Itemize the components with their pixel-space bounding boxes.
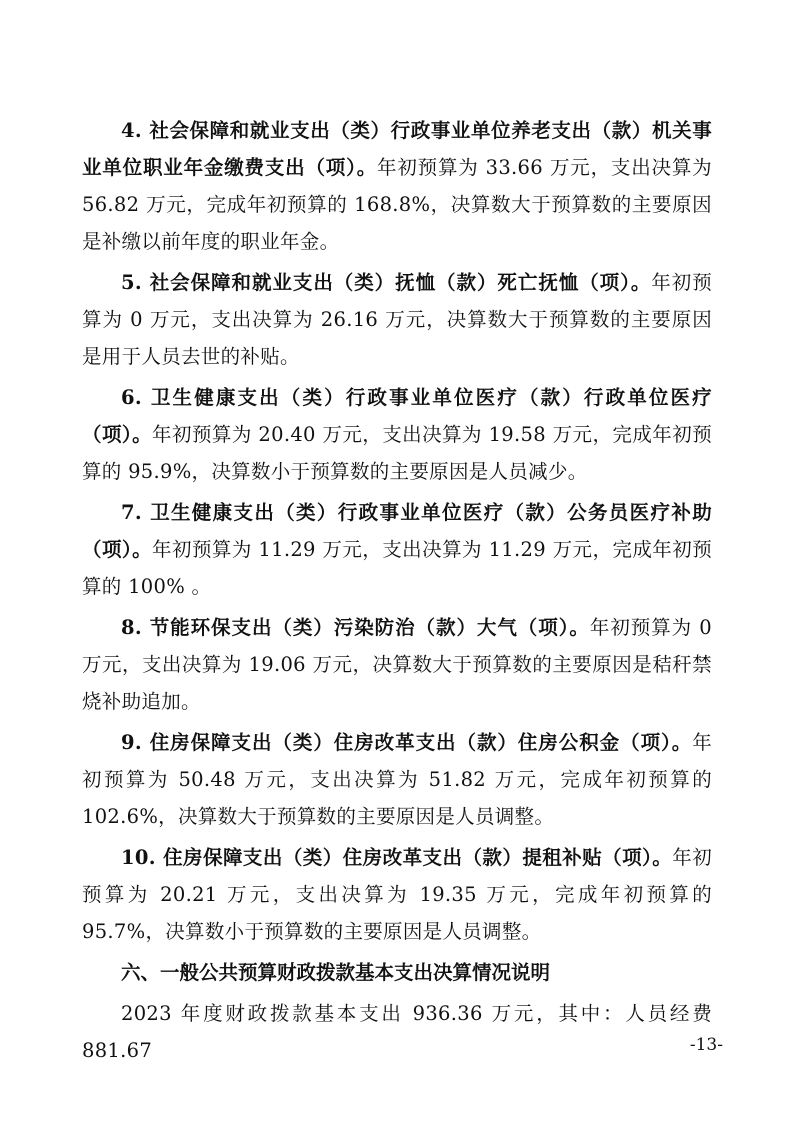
paragraph-item-5 xyxy=(82,264,712,375)
paragraph-heading: 9. 住房保障支出（类）住房改革支出（款）住房公积金（项）。 xyxy=(121,731,693,754)
paragraph-body: 年初预算为 20.40 万元，支出决算为 19.58 万元，完成年初预算的 95.9%，决算数小于预算数的主要原因是人员减少。 xyxy=(82,423,712,483)
paragraph-item-6 xyxy=(82,379,712,490)
paragraph-heading: 5. 社会保障和就业支出（类）抚恤（款）死亡抚恤（项）。 xyxy=(121,271,652,294)
page-number: -13- xyxy=(689,1035,723,1055)
document-page xyxy=(82,112,712,1073)
paragraph-heading: 10. 住房保障支出（类）住房改革支出（款）提租补贴（项）。 xyxy=(121,846,673,869)
paragraph-item-4 xyxy=(82,112,712,260)
paragraph-body: 年初预算为 11.29 万元，支出决算为 11.29 万元，完成年初预算的 100% 。 xyxy=(82,538,712,598)
paragraph-heading: 4. 社会保障和就业支出（类）行政事业单位养老支出（款）机关事业单位职业年金缴费支出（项）。 xyxy=(82,119,712,179)
paragraph-body: 年初预算为 20.21 万元，支出决算为 19.35 万元，完成年初预算的 95.7%，决算数小于预算数的主要原因是人员调整。 xyxy=(82,846,712,943)
paragraph-heading: 7. 卫生健康支出（类）行政事业单位医疗（款）公务员医疗补助（项）。 xyxy=(82,501,712,561)
section-body: 2023 年度财政拨款基本支出 936.36 万元，其中：人员经费 881.67 xyxy=(82,1002,712,1062)
paragraph-body: 年初预算为 0 万元，支出决算为 19.06 万元，决算数大于预算数的主要原因是秸秆禁烧补助追加。 xyxy=(82,616,712,713)
paragraph-body: 年初预算为 33.66 万元，支出决算为 56.82 万元，完成年初预算的 168.8%，决算数大于预算数的主要原因是补缴以前年度的职业年金。 xyxy=(82,156,712,253)
paragraph-body: 年初预算为 50.48 万元，支出决算为 51.82 万元，完成年初预算的 102.6%，决算数大于预算数的主要原因是人员调整。 xyxy=(82,731,712,828)
paragraph-item-10 xyxy=(82,839,712,950)
section-title: 六、一般公共预算财政拨款基本支出决算情况说明 xyxy=(121,961,551,984)
paragraph-item-7 xyxy=(82,494,712,605)
paragraph-heading: 6. 卫生健康支出（类）行政事业单位医疗（款）行政单位医疗（项）。 xyxy=(82,386,712,446)
paragraph-body: 年初预算为 0 万元，支出决算为 26.16 万元，决算数大于预算数的主要原因是用于人员去世的补贴。 xyxy=(82,271,713,368)
paragraph-item-8 xyxy=(82,609,712,720)
paragraph-item-9 xyxy=(82,724,712,835)
paragraph-heading: 8. 节能环保支出（类）污染防治（款）大气（项）。 xyxy=(121,616,590,639)
